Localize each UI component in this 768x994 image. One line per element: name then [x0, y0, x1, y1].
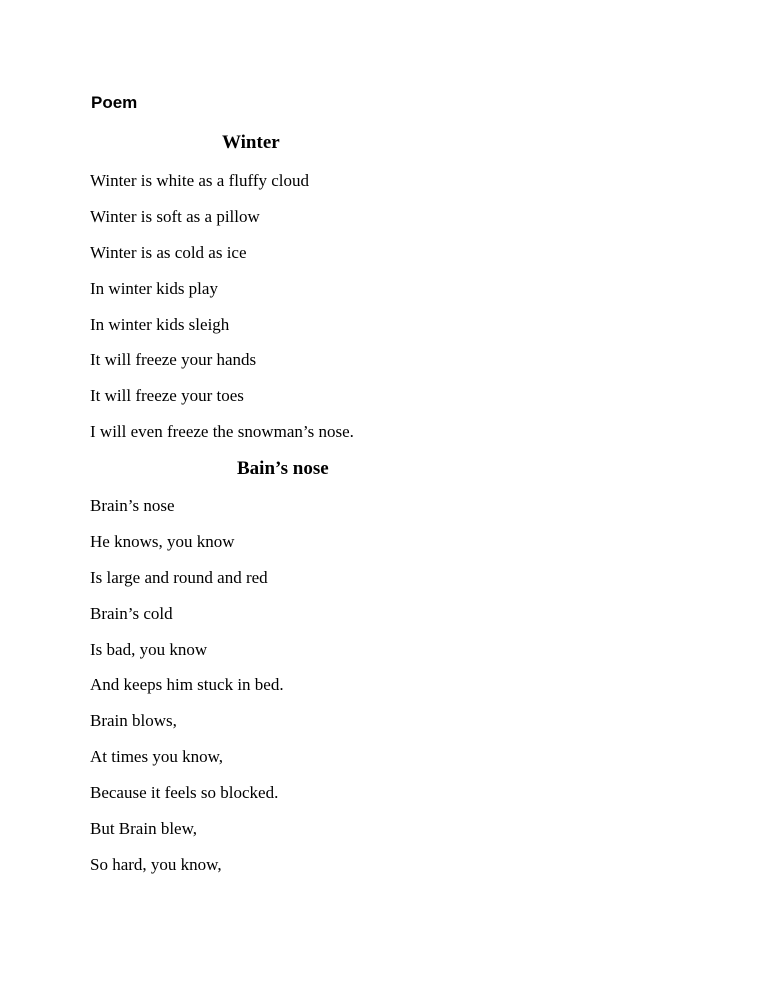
poem-line: In winter kids sleigh — [90, 314, 230, 334]
document-heading: Poem — [91, 93, 138, 112]
poem-line: He knows, you know — [90, 531, 235, 551]
poem-line: Brain blows, — [90, 711, 177, 731]
poem-line: Winter is as cold as ice — [90, 242, 247, 262]
poem-line: And keeps him stuck in bed. — [90, 675, 284, 695]
poem-line: Because it feels so blocked. — [90, 783, 279, 803]
poem-line: It will freeze your hands — [90, 350, 257, 370]
poem-line: Winter is soft as a pillow — [90, 206, 260, 226]
poem-line: At times you know, — [90, 747, 224, 767]
poem-title-winter: Winter — [222, 132, 280, 153]
poem-title-bains-nose: Bain’s nose — [237, 458, 329, 479]
poem-bains-nose-lines — [90, 495, 284, 890]
poem-line: I will even freeze the snowman’s nose. — [90, 422, 354, 442]
poem-line: So hard, you know, — [90, 854, 222, 874]
poem-line: In winter kids play — [90, 278, 218, 298]
poem-line: But Brain blew, — [90, 819, 198, 839]
poem-line: Winter is white as a fluffy cloud — [90, 171, 309, 190]
poem-line: Is large and round and red — [90, 567, 268, 587]
poem-line: Is bad, you know — [90, 639, 208, 659]
poem-line: Brain’s cold — [90, 603, 173, 623]
poem-line: Brain’s nose — [90, 496, 175, 515]
poem-winter-lines — [90, 170, 354, 457]
poem-line: It will freeze your toes — [90, 386, 244, 406]
